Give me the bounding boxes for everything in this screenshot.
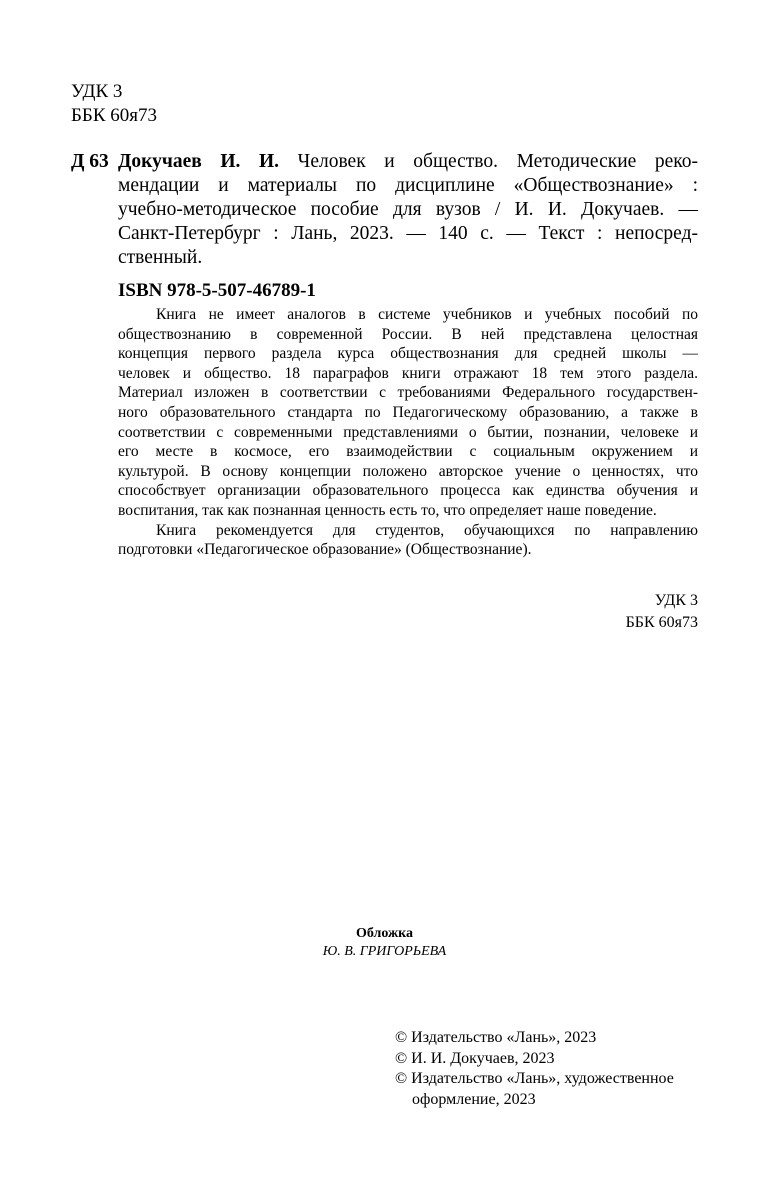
annotation-line: культурой. В основу концепции положено авторское учение о ценностях, что — [118, 462, 698, 480]
biblio-line-3: учебно-методическое пособие для вузов / И. И. Докучаев. — — [118, 199, 698, 220]
annotation-line: концепция первого раздела курса обществознания для средней школы — — [118, 345, 698, 363]
biblio-line-2: мендации и материалы по дисциплине «Обществознание» : — [118, 175, 698, 196]
annotation-line: Материал изложен в соответствии с требованиями Федерального государствен- — [118, 384, 698, 402]
copyright-line: © Издательство «Лань», художественное — [395, 1070, 674, 1087]
annotation-line: ного образовательного стандарта по Педагогическому образованию, а также в — [118, 403, 698, 421]
annotation-line: способствует организации образовательного процесса как единства обучения и — [118, 482, 698, 500]
biblio-line-4: Санкт-Петербург : Лань, 2023. — 140 с. — Текст : непосред- — [118, 223, 698, 244]
author-mark: Д 63 — [71, 151, 109, 172]
copyright-line: © Издательство «Лань», 2023 — [395, 1029, 597, 1046]
annotation-line: обществознанию в современной России. В ней представлена целостная — [118, 325, 698, 343]
copyright-block — [395, 1028, 674, 1110]
annotation-line: воспитания, так как познанная ценность есть то, что определяет наше поведение. — [118, 501, 657, 519]
annotation-line: человек и общество. 18 параграфов книги отражают 18 тем этого раздела. — [118, 364, 698, 382]
annotation-line: соответствии с современными представлениями о бытии, познании, человеке и — [118, 423, 698, 441]
cover-credit — [0, 925, 769, 961]
annotation — [118, 305, 698, 560]
udk-code: УДК 3 — [71, 81, 123, 102]
author-name: Докучаев И. И. — [118, 151, 280, 172]
copyright-line: © И. И. Докучаев, 2023 — [395, 1049, 555, 1067]
udk-code-right: УДК 3 — [654, 592, 698, 609]
biblio-line-5: ственный. — [118, 247, 203, 268]
annotation-line: подготовки «Педагогическое образование» (Обществознание). — [118, 541, 532, 559]
annotation-line: Книга рекомендуется для студентов, обучающихся по направлению — [156, 521, 698, 539]
classification-block-bottom — [626, 590, 698, 634]
copyright-line-continuation: оформление, 2023 — [412, 1090, 536, 1108]
bibliographic-record — [118, 150, 698, 270]
annotation-line: его месте в космосе, его взаимодействии с социальным окружением и — [118, 443, 698, 461]
classification-block-top — [71, 80, 157, 128]
title-start: Человек и общество. Методические реко- — [297, 151, 699, 172]
cover-label: Обложка — [355, 926, 414, 941]
isbn: ISBN 978-5-507-46789-1 — [118, 280, 316, 301]
bbk-code: ББК 60я73 — [71, 105, 157, 126]
annotation-line: Книга не имеет аналогов в системе учебников и учебных пособий по — [156, 306, 698, 323]
bbk-code-right: ББК 60я73 — [625, 614, 698, 631]
biblio-line-1 — [118, 150, 698, 174]
cover-designer: Ю. В. ГРИГОРЬЕВА — [322, 944, 447, 959]
